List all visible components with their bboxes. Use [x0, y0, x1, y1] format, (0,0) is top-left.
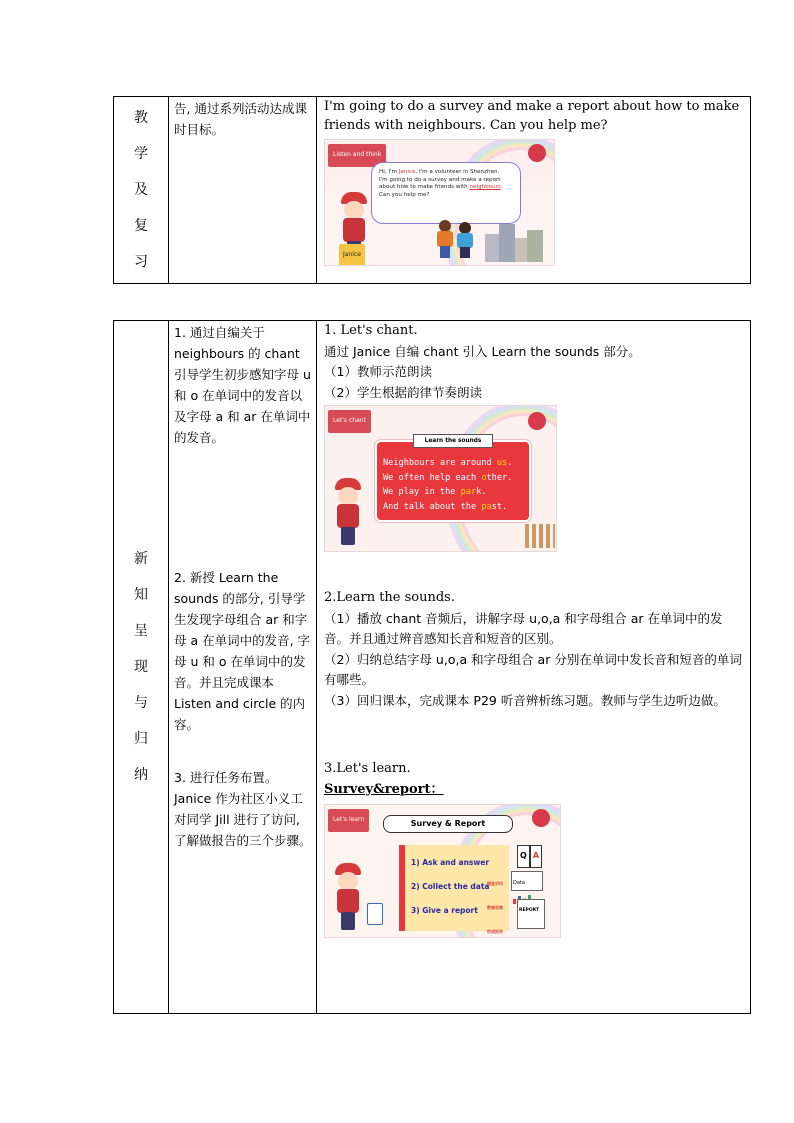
- step-item: 3) Give a report 形成报告: [411, 906, 503, 934]
- step-item: 1) Ask and answer 调查访问: [411, 858, 503, 886]
- janice-illustration: [333, 863, 365, 933]
- logo-icon: [528, 412, 546, 430]
- chant-line: And talk about the past.: [383, 501, 508, 512]
- stage-char: 习: [134, 254, 148, 270]
- speech-bubble: [371, 162, 521, 224]
- buildings-illustration: [485, 220, 545, 262]
- detail-text: I'm going to do a survey and make a report about how to make friends with neighbours. Can you help me?: [324, 99, 740, 133]
- bubble-text: Can you help me?: [379, 191, 430, 198]
- chant-card: [375, 440, 531, 522]
- stage-char: 与: [134, 695, 148, 711]
- kids-illustration: [437, 220, 477, 260]
- listen-think-slide: [324, 139, 555, 266]
- slide-tag: Listen and think: [328, 144, 386, 167]
- step2-item: （3）回归课本，完成课本 P29 听音辨析练习题。教师与学生边听边做。: [324, 692, 726, 708]
- goal-cell-new: [169, 321, 317, 1014]
- stage-char: 纳: [134, 767, 148, 783]
- chant-line: We play in the park.: [383, 487, 487, 497]
- new-knowledge-table: [113, 320, 751, 1014]
- chant-line: We often help each other.: [383, 472, 513, 483]
- stage-char: 知: [134, 587, 148, 603]
- step3-title: 3.Let's learn.: [324, 761, 411, 776]
- goal-text-1: 1. 通过自编关于 neighbours 的 chant 引导学生初步感知字母 u 和 o 在单词中的发音以及字母 a 和 ar 在单词中的发音。: [174, 325, 311, 445]
- report-icon: REPORT: [517, 899, 545, 929]
- data-chart-icon: Data: [511, 871, 543, 891]
- bubble-keyword: neighbours: [469, 184, 501, 191]
- review-table: [113, 96, 751, 284]
- goal-text-3: 3. 进行任务布置。Janice 作为社区小义工对同学 Jill 进行了访问, 了解做报告的三个步骤。: [174, 770, 312, 848]
- step2-title: 2.Learn the sounds.: [324, 590, 455, 605]
- stage-char: 学: [134, 146, 148, 162]
- stage-cell-new: [114, 321, 169, 1014]
- stage-char: 新: [134, 551, 148, 567]
- qa-icon: Q A: [517, 845, 542, 868]
- bubble-name: Janice: [398, 169, 416, 175]
- bubble-text: about how to make friends with: [379, 184, 470, 191]
- step1-title: 1. Let's chant.: [324, 323, 418, 338]
- detail-cell-review: [317, 97, 751, 284]
- step1-intro: 通过 Janice 自编 chant 引入 Learn the sounds 部分。: [324, 343, 641, 359]
- step1-item: （1）教师示范朗读: [324, 364, 432, 379]
- goal-text-2: 2. 新授 Learn the sounds 的部分, 引导学生发现字母组合 ar 和字母 a 在单词中的发音, 字母 u 和 o 在单词中的发音。并且完成课本 Listen and circle 的内容。: [174, 570, 311, 732]
- stage-char: 归: [134, 731, 148, 747]
- goal-text: 告, 通过系列活动达成课时目标。: [174, 101, 307, 137]
- clipboard-icon: [367, 903, 383, 925]
- step2-item: （2）归纳总结字母 u,o,a 和字母组合 ar 分别在单词中发长音和短音的单词有哪些。: [324, 651, 742, 687]
- steps-card: [399, 845, 509, 934]
- chant-header: Learn the sounds: [413, 434, 493, 448]
- detail-cell-new: [317, 321, 751, 1014]
- step2-item: （1）播放 chant 音频后，讲解字母 u,o,a 和字母组合 ar 在单词中的发音。并且通过辨音感知长音和短音的区别。: [324, 610, 723, 646]
- chant-line: Neighbours are around us.: [383, 458, 513, 468]
- step3-subtitle: Survey&report：: [324, 781, 444, 797]
- survey-banner: Survey & Report: [383, 815, 513, 833]
- stage-char: 呈: [134, 623, 148, 639]
- logo-icon: [532, 809, 550, 827]
- fence-illustration: [525, 524, 555, 548]
- goal-cell-review: [169, 97, 317, 284]
- stage-char: 现: [134, 659, 148, 675]
- bubble-text: I'm going to do a survey and make a report: [379, 176, 501, 183]
- step-item: 2) Collect the data 数据收集: [411, 882, 503, 910]
- bubble-text: .: [500, 184, 503, 191]
- name-label: Janice: [339, 244, 365, 266]
- slide-tag: Let's learn: [328, 809, 369, 832]
- slide-tag: Let's chant: [328, 410, 371, 433]
- stage-char: 及: [134, 182, 148, 198]
- survey-report-slide: [324, 804, 561, 938]
- logo-icon: [528, 144, 546, 162]
- step1-item: （2）学生根据韵律节奏朗读: [324, 384, 482, 400]
- stage-char: 教: [134, 110, 148, 126]
- janice-illustration: [333, 478, 365, 548]
- bubble-text: . I'm a volunteer in Shenzhen.: [415, 169, 500, 175]
- chant-slide: [324, 405, 557, 552]
- stage-char: 复: [134, 218, 148, 234]
- stage-cell-review: [114, 97, 169, 284]
- bubble-text: Hi, I'm: [379, 169, 399, 175]
